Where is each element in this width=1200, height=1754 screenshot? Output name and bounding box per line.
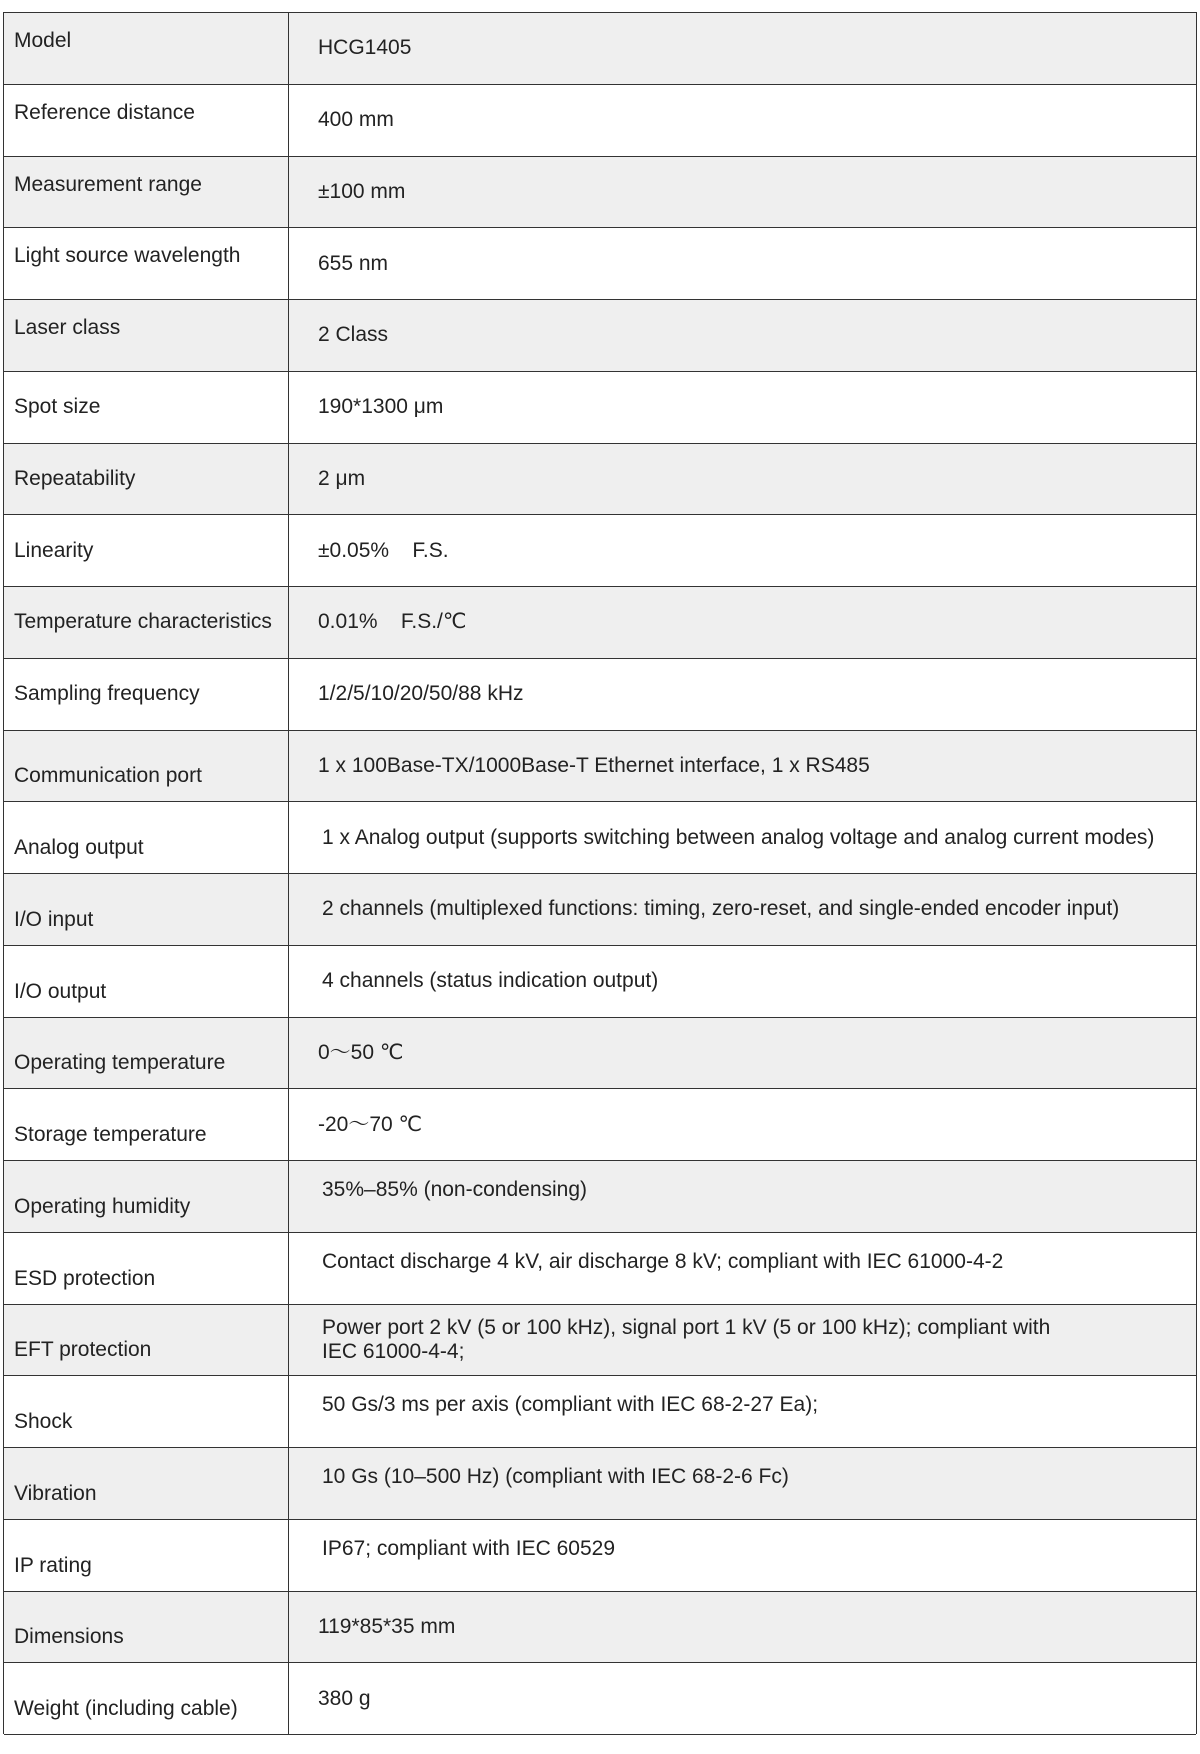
table-row (4, 1089, 1196, 1161)
spec-value: 1 x Analog output (supports switching between analog voltage and analog current modes) (322, 825, 1155, 849)
spec-label: Operating temperature (4, 1018, 289, 1089)
table-row (4, 13, 1196, 85)
spec-label: Temperature characteristics (4, 587, 289, 658)
spec-label: I/O output (4, 946, 289, 1017)
table-row (4, 587, 1196, 659)
table-row (4, 874, 1196, 946)
table-row (4, 946, 1196, 1018)
spec-label: Linearity (4, 515, 289, 586)
spec-label: Operating humidity (4, 1161, 289, 1232)
table-row (4, 1161, 1196, 1233)
spec-label: Storage temperature (4, 1089, 289, 1160)
spec-value: 50 Gs/3 ms per axis (compliant with IEC 68-2-27 Ea); (322, 1393, 819, 1417)
spec-label: Reference distance (4, 85, 289, 156)
spec-value: ±100 mm (318, 179, 406, 203)
spec-label: Measurement range (4, 157, 289, 228)
spec-value (289, 1305, 1196, 1376)
spec-label: EFT protection (4, 1305, 289, 1376)
spec-value: 0.01% F.S./℃ (318, 610, 467, 634)
spec-label: Sampling frequency (4, 659, 289, 730)
spec-value: HCG1405 (318, 36, 412, 60)
spec-value: 655 nm (318, 251, 389, 275)
spec-value: 1/2/5/10/20/50/88 kHz (318, 682, 524, 706)
spec-value: 2 Class (318, 323, 389, 347)
table-row (4, 1305, 1196, 1377)
spec-value: 1 x 100Base-TX/1000Base-T Ethernet interface, 1 x RS485 (318, 753, 870, 777)
table-row (4, 1663, 1196, 1735)
table-row (4, 444, 1196, 516)
table-row (4, 157, 1196, 229)
spec-label: Light source wavelength (4, 228, 289, 299)
spec-label: Communication port (4, 731, 289, 802)
spec-label: I/O input (4, 874, 289, 945)
spec-label: Repeatability (4, 444, 289, 515)
table-row (4, 802, 1196, 874)
spec-label: Weight (including cable) (4, 1663, 289, 1734)
table-row (4, 1018, 1196, 1090)
spec-value: 190*1300 μm (318, 395, 444, 419)
table-row (4, 731, 1196, 803)
spec-value: 2 μm (318, 466, 366, 490)
spec-table (3, 12, 1197, 1734)
spec-value-line: Power port 2 kV (5 or 100 kHz), signal port 1 kV (5 or 100 kHz); compliant with (322, 1315, 1051, 1339)
table-row (4, 228, 1196, 300)
spec-value: 4 channels (status indication output) (322, 969, 659, 993)
table-row (4, 300, 1196, 372)
spec-value: 35%–85% (non-condensing) (322, 1178, 588, 1201)
spec-label: Laser class (4, 300, 289, 371)
spec-label: Vibration (4, 1448, 289, 1519)
spec-label: Shock (4, 1376, 289, 1447)
spec-value: 380 g (318, 1686, 371, 1710)
table-row (4, 1376, 1196, 1448)
spec-label: IP rating (4, 1520, 289, 1591)
table-row (4, 515, 1196, 587)
table-row (4, 1448, 1196, 1520)
spec-value: Contact discharge 4 kV, air discharge 8 kV; compliant with IEC 61000-4-2 (322, 1249, 1004, 1273)
spec-value: 0～50 ℃ (318, 1040, 404, 1064)
table-row (4, 85, 1196, 157)
spec-value: 10 Gs (10–500 Hz) (compliant with IEC 68-2-6 Fc) (322, 1465, 789, 1488)
spec-value-line: IEC 61000-4-4; (322, 1339, 465, 1363)
table-row (4, 1592, 1196, 1664)
spec-label: ESD protection (4, 1233, 289, 1304)
spec-value: 2 channels (multiplexed functions: timing, zero-reset, and single-ended encoder input) (322, 897, 1120, 921)
spec-label: Model (4, 13, 289, 84)
spec-label: Spot size (4, 372, 289, 443)
table-row (4, 372, 1196, 444)
spec-value: ±0.05% F.S. (318, 538, 449, 562)
spec-label: Analog output (4, 802, 289, 873)
table-row (4, 1233, 1196, 1305)
spec-value: 119*85*35 mm (318, 1614, 456, 1638)
spec-label: Dimensions (4, 1592, 289, 1663)
spec-value: 400 mm (318, 108, 394, 132)
table-row (4, 1520, 1196, 1592)
spec-value: IP67; compliant with IEC 60529 (322, 1536, 615, 1560)
spec-value: -20～70 ℃ (318, 1112, 423, 1136)
table-row (4, 659, 1196, 731)
